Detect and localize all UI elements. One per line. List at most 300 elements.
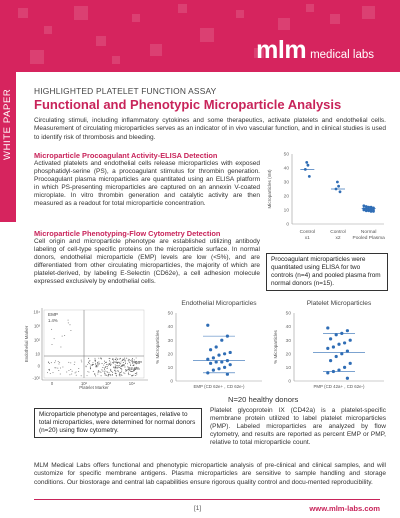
event-dot <box>97 362 98 363</box>
page-number: [1] <box>194 505 202 512</box>
y-tick-label: 10 <box>285 366 291 371</box>
event-dot <box>109 363 110 364</box>
event-dot <box>124 373 125 374</box>
decor-square <box>236 10 244 18</box>
event-dot <box>76 371 77 372</box>
event-dot <box>105 367 106 368</box>
data-point <box>215 345 218 348</box>
event-dot <box>106 371 107 372</box>
event-dot <box>68 320 69 321</box>
event-dot <box>111 364 112 365</box>
event-dot <box>76 375 77 376</box>
event-dot <box>95 375 96 376</box>
facs-y-tick: 0 <box>37 363 40 369</box>
y-axis-label: % Microparticles <box>273 330 278 364</box>
facs-x-tick: 10³ <box>104 381 112 386</box>
header-banner <box>0 0 400 72</box>
pmp-gate-value: 93.6% <box>128 366 140 371</box>
kicker-label: HIGHLIGHTED PLATELET FUNCTION ASSAY <box>34 86 217 96</box>
x-tick-label: Normal <box>360 230 377 235</box>
data-point <box>365 209 368 212</box>
data-point <box>336 181 339 184</box>
event-dot <box>102 371 103 372</box>
data-point <box>346 329 349 332</box>
callout-flow: Microparticle phenotype and percentages, relative to total microparticles, were determined for normal donors (n=20) using flow cytometry. <box>34 408 202 438</box>
data-point <box>340 332 343 335</box>
y-tick-label: 50 <box>283 152 289 158</box>
event-dot <box>114 370 115 371</box>
event-dot <box>121 366 122 367</box>
x-tick-label: Pooled Plasma <box>352 236 385 241</box>
event-dot <box>119 358 120 359</box>
event-dot <box>110 365 111 366</box>
event-dot <box>115 366 116 367</box>
event-dot <box>98 363 99 364</box>
event-dot <box>130 360 131 361</box>
event-dot <box>119 363 120 364</box>
y-axis-label: Microparticles (nM) <box>267 169 272 209</box>
decor-square <box>18 8 28 18</box>
data-point <box>343 341 346 344</box>
data-point <box>229 351 232 354</box>
y-tick-label: 0 <box>286 222 289 228</box>
emp-gate-value: 1.4% <box>48 318 58 323</box>
y-tick-label: 40 <box>167 325 173 331</box>
data-point <box>206 324 209 327</box>
event-dot <box>90 365 91 366</box>
decor-square <box>330 14 340 24</box>
x-tick-label: x1 <box>304 236 310 241</box>
event-dot <box>98 362 99 363</box>
event-dot <box>60 373 61 374</box>
data-point <box>346 349 349 352</box>
event-dot <box>95 359 96 360</box>
data-point <box>223 352 226 355</box>
data-point <box>226 359 229 362</box>
event-dot <box>98 358 99 359</box>
data-point <box>337 185 340 188</box>
data-point <box>308 175 311 178</box>
data-point <box>367 209 370 212</box>
brand-logo <box>256 36 374 65</box>
event-dot <box>125 361 126 362</box>
data-point <box>372 210 375 213</box>
decor-square <box>132 14 140 22</box>
event-dot <box>129 359 130 360</box>
y-tick-label: 30 <box>285 338 291 344</box>
event-dot <box>52 372 53 373</box>
event-dot <box>103 365 104 366</box>
y-tick-label: 30 <box>167 338 173 344</box>
event-dot <box>116 360 117 361</box>
event-dot <box>49 370 50 371</box>
data-point <box>329 337 332 340</box>
event-dot <box>123 365 124 366</box>
event-dot <box>123 362 124 363</box>
event-dot <box>117 362 118 363</box>
data-point <box>337 369 340 372</box>
callout-elisa: Procoagulant microparticles were quantitated using ELISA for two controls (n=4) and pooled plasma from normal donors (n=15). <box>266 253 388 291</box>
x-tick-label: x2 <box>335 236 341 241</box>
event-dot <box>104 368 105 369</box>
intro-paragraph: Circulating stimuli, including inflammatory cytokines and some therapeutics, activate platelets and endothelial cells. Measurement of circulating microparticles serves as an indicator of in vivo vascular function, and in clinical studies is used to identify risk of thrombosis and bleeding. <box>34 117 386 141</box>
event-dot <box>93 364 94 365</box>
event-dot <box>115 364 116 365</box>
event-dot <box>132 358 133 359</box>
event-dot <box>125 370 126 371</box>
event-dot <box>110 369 111 370</box>
event-dot <box>110 370 111 371</box>
event-dot <box>72 371 73 372</box>
x-axis-label: PMP (CD 42a+ , CD 62e-) <box>313 384 365 389</box>
event-dot <box>93 371 94 372</box>
event-dot <box>100 371 101 372</box>
event-dot <box>120 375 121 376</box>
event-dot <box>122 364 123 365</box>
event-dot <box>113 367 114 368</box>
event-dot <box>131 375 132 376</box>
event-dot <box>92 364 93 365</box>
data-point <box>349 362 352 365</box>
event-dot <box>64 335 65 336</box>
event-dot <box>128 373 129 374</box>
event-dot <box>125 369 126 370</box>
event-dot <box>117 363 118 364</box>
y-tick-label: 20 <box>167 352 173 358</box>
event-dot <box>116 358 117 359</box>
event-dot <box>114 362 115 363</box>
data-point <box>326 371 329 374</box>
event-dot <box>78 368 79 369</box>
event-dot <box>128 372 129 373</box>
event-dot <box>54 338 55 339</box>
data-point <box>212 369 215 372</box>
facs-y-tick: 10⁴ <box>33 309 40 315</box>
event-dot <box>120 372 121 373</box>
event-dot <box>129 362 130 363</box>
event-dot <box>52 344 53 345</box>
event-dot <box>108 375 109 376</box>
event-dot <box>117 365 118 366</box>
data-point <box>307 164 310 167</box>
pmp-chart <box>268 297 390 395</box>
logo-mark: mlm <box>256 36 307 64</box>
event-dot <box>105 371 106 372</box>
event-dot <box>109 372 110 373</box>
event-dot <box>104 361 105 362</box>
event-dot <box>135 373 136 374</box>
data-point <box>326 347 329 350</box>
decor-square <box>178 4 187 13</box>
data-point <box>209 348 212 351</box>
event-dot <box>90 368 91 369</box>
data-point <box>206 371 209 374</box>
data-point <box>305 161 308 164</box>
event-dot <box>114 367 115 368</box>
event-dot <box>95 366 96 367</box>
facs-y-tick: 10³ <box>33 323 40 329</box>
event-dot <box>92 362 93 363</box>
event-dot <box>124 359 125 360</box>
facs-y-tick: -10² <box>32 375 40 381</box>
event-dot <box>121 361 122 362</box>
emp-gate-label: EMP <box>48 312 58 317</box>
event-dot <box>136 374 137 375</box>
facs-x-tick: 0 <box>50 381 54 386</box>
event-dot <box>101 369 102 370</box>
event-dot <box>112 372 113 373</box>
y-tick-label: 20 <box>285 352 291 358</box>
event-dot <box>97 374 98 375</box>
event-dot <box>115 367 116 368</box>
pmp-gate-label: PMP <box>132 360 142 365</box>
event-dot <box>68 370 69 371</box>
y-tick-label: 20 <box>283 194 289 200</box>
facs-y-tick: 10² <box>33 337 40 343</box>
data-point <box>217 354 220 357</box>
data-point <box>220 360 223 363</box>
event-dot <box>117 370 118 371</box>
event-dot <box>112 374 113 375</box>
event-dot <box>126 358 127 359</box>
event-dot <box>128 360 129 361</box>
event-dot <box>121 371 122 372</box>
data-point <box>229 363 232 366</box>
flow-cytometry-plot <box>22 300 152 390</box>
event-dot <box>99 363 100 364</box>
data-point <box>329 359 332 362</box>
event-dot <box>116 373 117 374</box>
section2-body: Cell origin and microparticle phenotype are established utilizing antibody labeling of cell-type specific proteins on the microparticle surface. In normal donors, endothelial microparticle (EMP) levels are low (<5%), and are differentiated from other circulating microparticles, the majority of which are platelet-derived, by labeling E-Selectin (CD62e), a cell adhesion molecule expressed exclusively by endothelial cells. <box>34 238 260 286</box>
event-dot <box>116 362 117 363</box>
event-dot <box>121 375 122 376</box>
event-dot <box>118 362 119 363</box>
decor-square <box>96 36 106 46</box>
event-dot <box>128 374 129 375</box>
event-dot <box>70 369 71 370</box>
y-tick-label: 0 <box>288 379 291 385</box>
event-dot <box>95 366 96 367</box>
event-dot <box>124 358 125 359</box>
event-dot <box>87 364 88 365</box>
event-dot <box>101 372 102 373</box>
event-dot <box>95 358 96 359</box>
event-dot <box>105 375 106 376</box>
event-dot <box>115 362 116 363</box>
decor-square <box>30 50 44 64</box>
data-point <box>226 373 229 376</box>
logo-text: medical labs <box>310 49 374 61</box>
data-point <box>346 377 349 380</box>
event-dot <box>105 362 106 363</box>
decor-square <box>278 18 290 30</box>
event-dot <box>95 363 96 364</box>
chart-title: Endothelial Microparticles <box>181 300 257 307</box>
facs-x-label: Platelet Marker <box>79 385 109 390</box>
event-dot <box>133 375 134 376</box>
decor-square <box>150 44 162 56</box>
event-dot <box>121 369 122 370</box>
event-dot <box>107 368 108 369</box>
event-dot <box>48 361 49 362</box>
event-dot <box>81 360 82 361</box>
event-dot <box>68 362 69 363</box>
event-dot <box>47 372 48 373</box>
event-dot <box>90 366 91 367</box>
x-axis-label: EMP (CD 62e+ , CD 62e-) <box>193 384 245 389</box>
event-dot <box>113 359 114 360</box>
event-dot <box>74 362 75 363</box>
event-dot <box>51 362 52 363</box>
event-dot <box>119 374 120 375</box>
data-point <box>332 370 335 373</box>
facs-x-tick: 10² <box>80 381 88 386</box>
page-title: Functional and Phenotypic Microparticle Analysis <box>34 97 342 112</box>
event-dot <box>98 365 99 366</box>
x-tick-label: Control <box>330 230 346 235</box>
event-dot <box>60 368 61 369</box>
data-point <box>337 343 340 346</box>
event-dot <box>78 371 79 372</box>
y-tick-label: 30 <box>283 180 289 186</box>
data-point <box>335 355 338 358</box>
event-dot <box>112 359 113 360</box>
event-dot <box>115 365 116 366</box>
y-tick-label: 0 <box>170 379 173 385</box>
event-dot <box>98 372 99 373</box>
data-point <box>340 352 343 355</box>
event-dot <box>70 330 71 331</box>
event-dot <box>132 371 133 372</box>
event-dot <box>88 358 89 359</box>
y-tick-label: 40 <box>283 166 289 172</box>
event-dot <box>97 363 98 364</box>
data-point <box>335 333 338 336</box>
data-point <box>215 360 218 363</box>
event-dot <box>110 364 111 365</box>
data-point <box>362 209 365 212</box>
event-dot <box>97 365 98 366</box>
event-dot <box>127 363 128 364</box>
data-point <box>343 366 346 369</box>
event-dot <box>136 372 137 373</box>
event-dot <box>69 374 70 375</box>
data-point <box>226 335 229 338</box>
event-dot <box>98 370 99 371</box>
event-dot <box>118 371 119 372</box>
event-dot <box>130 371 131 372</box>
event-dot <box>112 362 113 363</box>
decor-square <box>112 56 120 64</box>
data-point <box>212 356 215 359</box>
event-dot <box>120 363 121 364</box>
event-dot <box>55 360 56 361</box>
event-dot <box>94 373 95 374</box>
event-dot <box>95 361 96 362</box>
decor-square <box>44 26 52 34</box>
event-dot <box>123 359 124 360</box>
event-dot <box>70 362 71 363</box>
event-dot <box>54 362 55 363</box>
event-dot <box>102 363 103 364</box>
event-dot <box>49 363 50 364</box>
event-dot <box>50 373 51 374</box>
sidebar-label: WHITE PAPER <box>2 88 13 160</box>
elisa-chart <box>262 148 392 250</box>
event-dot <box>96 366 97 367</box>
event-dot <box>74 364 75 365</box>
y-axis-label: % Microparticles <box>155 330 160 364</box>
data-point <box>339 190 342 193</box>
event-dot <box>120 366 121 367</box>
data-point <box>223 366 226 369</box>
decor-square <box>306 4 314 12</box>
event-dot <box>58 361 59 362</box>
event-dot <box>117 359 118 360</box>
event-dot <box>58 364 59 365</box>
event-dot <box>124 366 125 367</box>
event-dot <box>117 367 118 368</box>
event-dot <box>87 371 88 372</box>
event-dot <box>110 374 111 375</box>
event-dot <box>125 363 126 364</box>
event-dot <box>119 367 120 368</box>
event-dot <box>66 372 67 373</box>
event-dot <box>87 375 88 376</box>
event-dot <box>110 375 111 376</box>
event-dot <box>110 362 111 363</box>
section2-heading: Microparticle Phenotyping-Flow Cytometry Detection <box>34 229 221 238</box>
event-dot <box>104 363 105 364</box>
decor-square <box>200 28 214 42</box>
event-dot <box>95 364 96 365</box>
y-tick-label: 10 <box>283 208 289 214</box>
website-link[interactable]: www.mlm-labs.com <box>309 504 380 513</box>
event-dot <box>59 362 60 363</box>
event-dot <box>107 366 108 367</box>
event-dot <box>129 374 130 375</box>
event-dot <box>104 369 105 370</box>
event-dot <box>62 336 63 337</box>
data-point <box>349 339 352 342</box>
event-dot <box>109 360 110 361</box>
data-point <box>206 358 209 361</box>
y-tick-label: 10 <box>167 366 173 371</box>
event-dot <box>123 365 124 366</box>
event-dot <box>116 375 117 376</box>
facs-y-label: Endothelial Marker <box>24 325 29 363</box>
data-point <box>217 367 220 370</box>
event-dot <box>81 361 82 362</box>
event-dot <box>108 364 109 365</box>
data-point <box>326 326 329 329</box>
event-dot <box>104 372 105 373</box>
event-dot <box>88 372 89 373</box>
event-dot <box>105 366 106 367</box>
event-dot <box>105 373 106 374</box>
data-point <box>332 345 335 348</box>
event-dot <box>54 367 55 368</box>
event-dot <box>119 365 120 366</box>
decor-square <box>74 6 88 20</box>
event-dot <box>75 372 76 373</box>
section1-body: Activated platelets and endothelial cells release microparticles with exposed phosphatidyl-serine (PS), a procoagulant stimulus for thrombin generation. Procoagulant plasma microparticles are quantitated using an ELISA platform in which PS-presenting microparticles are captured on an annexin V-coated microplate. In vitro thrombin generation and catalytic activity are then measured as a readout for total microparticle concentration. <box>34 160 260 208</box>
data-point <box>370 210 373 213</box>
data-point <box>220 339 223 342</box>
event-dot <box>95 360 96 361</box>
emp-chart <box>150 297 268 395</box>
event-dot <box>123 372 124 373</box>
